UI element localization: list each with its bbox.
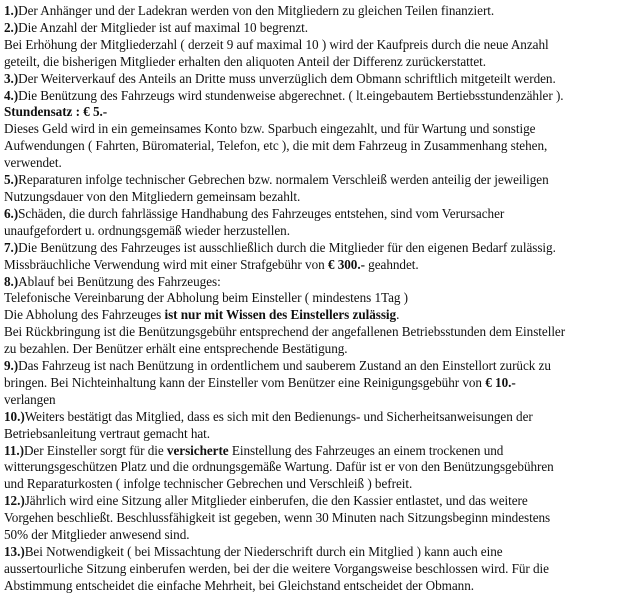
section-9-line-1 <box>4 358 634 375</box>
section-8 <box>4 274 634 359</box>
section-5-line-2: Nutzungsdauer von den Mitgliedern gemeinsam bezahlt. <box>4 188 301 204</box>
section-3-number: 3.) <box>4 70 19 86</box>
section-7-text-1: Die Benützung des Fahrzeuges ist ausschließlich durch die Mitglieder für den eigenen Bedarf zulässig. <box>18 239 556 255</box>
section-10-number: 10.) <box>4 408 25 424</box>
section-3-text-1: Der Weiterverkauf des Anteils an Dritte muss unverzüglich dem Obmann schriftlich mitgeteilt werden. <box>18 70 556 86</box>
section-2-line-2: Bei Erhöhung der Mitgliederzahl ( derzeit 9 auf maximal 10 ) wird der Kaufpreis durch die neue Anzahl <box>4 36 549 52</box>
section-1-number: 1.) <box>4 3 19 18</box>
section-1 <box>4 3 634 20</box>
section-12-line-3: 50% der Mitglieder anwesend sind. <box>4 527 190 543</box>
section-4-text-1: Die Benützung des Fahrzeugs wird stundenweise abgerechnet. ( lt.eingebautem Bertiebsstundenzähler ). <box>18 87 564 103</box>
section-8-line-2: Telefonische Vereinbarung der Abholung beim Einsteller ( mindestens 1Tag ) <box>4 290 409 306</box>
section-12-line-1 <box>4 493 634 510</box>
section-7 <box>4 240 634 274</box>
section-2 <box>4 20 634 71</box>
section-8-line-1 <box>4 274 634 291</box>
section-12-number: 12.) <box>4 493 25 509</box>
section-3-line-1 <box>4 71 634 88</box>
section-9-text-2a: bringen. Bei Nichteinhaltung kann der Einsteller vom Benützer eine Reinigungsgebühr von <box>4 374 486 390</box>
section-1-line-1 <box>4 3 634 20</box>
section-11-line-2: witterungsgeschützen Platz und die ordnungsgemäße Wartung. Dafür ist er von den Benützungsgebühren <box>4 459 554 475</box>
section-13-line-1 <box>4 544 634 561</box>
section-9-number: 9.) <box>4 358 19 374</box>
section-4-line-4: verwendet. <box>4 155 62 171</box>
section-6-line-1 <box>4 206 634 223</box>
section-13-line-2: aussertourliche Sitzung einberufen werden, bei der die weitere Vorgangsweise beschlossen wird. Für die <box>4 560 549 576</box>
section-6-line-2: unaufgefordert u. ordnungsgemäß wieder herzustellen. <box>4 222 290 238</box>
section-13-line-3: Abstimmung entscheidet die einfache Mehrheit, bei Gleichstand entscheidet der Obmann. <box>4 577 474 593</box>
section-6 <box>4 206 634 240</box>
section-8-number: 8.) <box>4 273 19 289</box>
cleaning-fee: € 10.- <box>485 374 516 390</box>
section-11-text-1a: Der Einsteller sorgt für die <box>23 442 167 458</box>
section-4 <box>4 88 634 173</box>
section-7-line-1 <box>4 240 634 257</box>
section-13-number: 13.) <box>4 544 25 559</box>
section-5 <box>4 172 634 206</box>
penalty-fee: € 300.- <box>327 256 365 272</box>
section-9-line-3: verlangen <box>4 391 56 407</box>
section-11-number: 11.) <box>4 442 24 458</box>
section-12-line-2: Vorgehen beschließt. Beschlussfähigkeit ist gegeben, wenn 30 Minuten nach Sitzungsbeginn mindestens <box>4 510 551 526</box>
section-9 <box>4 358 634 409</box>
section-4-line-1 <box>4 88 634 105</box>
section-2-line-1 <box>4 20 634 37</box>
section-10-line-1 <box>4 409 634 426</box>
section-9-line-2 <box>4 375 634 392</box>
section-6-text-1: Schäden, die durch fahrlässige Handhabung des Fahrzeuges entstehen, sind vom Verursacher <box>18 205 505 221</box>
section-2-line-3: geteilt, die bisherigen Mitglieder erhalten den aliquoten Anteil der Differenz zurückerstattet. <box>4 53 487 69</box>
section-5-text-1: Reparaturen infolge technischer Gebrechen bzw. normalem Verschleiß werden anteilig der jeweiligen <box>18 172 549 188</box>
section-10-text-1: Weiters bestätigt das Mitglied, dass es sich mit den Bedienungs- und Sicherheitsanweisungen der <box>24 408 533 424</box>
section-8-line-3 <box>4 307 634 324</box>
section-7-text-2a: Missbräuchliche Verwendung wird mit einer Strafgebühr von <box>4 256 328 272</box>
section-13-text-1: Bei Notwendigkeit ( bei Missachtung der Niederschrift durch ein Mitglied ) kann auch eine <box>24 544 503 559</box>
section-8-text-1: Ablauf bei Benützung des Fahrzeuges: <box>18 273 221 289</box>
section-9-text-1: Das Fahrzeug ist nach Benützung in ordentlichem und sauberem Zustand an den Einstellort zurück zu <box>18 358 551 374</box>
section-4-number: 4.) <box>4 87 19 103</box>
section-8-line-4: Bei Rückbringung ist die Benützungsgebühr entsprechend der angefallenen Betriebsstunden dem Einsteller <box>4 324 566 340</box>
section-6-number: 6.) <box>4 205 19 221</box>
section-1-text: Der Anhänger und der Ladekran werden von den Mitgliedern zu gleichen Teilen finanziert. <box>18 3 495 18</box>
section-5-number: 5.) <box>4 172 19 188</box>
section-8-emphasis: ist nur mit Wissen des Einstellers zulässig <box>164 307 397 323</box>
section-11 <box>4 443 634 494</box>
section-12-text-1: Jährlich wird eine Sitzung aller Mitglieder einberufen, die den Kassier entlastet, und das weitere <box>24 493 528 509</box>
section-10 <box>4 409 634 443</box>
section-8-text-3c: . <box>396 307 400 323</box>
section-4-line-2: Dieses Geld wird in ein gemeinsames Konto bzw. Sparbuch eingezahlt, und für Wartung und sonstige <box>4 121 536 137</box>
section-10-line-2: Betriebsanleitung vertraut gemacht hat. <box>4 425 211 441</box>
section-2-number: 2.) <box>4 19 19 35</box>
section-11-text-1c: Einstellung des Fahrzeuges an einem trockenen und <box>228 442 504 458</box>
hourly-rate: Stundensatz : € 5.- <box>4 104 108 120</box>
section-4-line-3: Aufwendungen ( Fahrten, Büromaterial, Telefon, etc ), die mit dem Fahrzeug in Zusammenhang stehen, <box>4 138 548 154</box>
section-2-text-1: Die Anzahl der Mitglieder ist auf maximal 10 begrenzt. <box>18 19 309 35</box>
section-13 <box>4 544 634 595</box>
section-7-text-2c: geahndet. <box>364 256 419 272</box>
section-7-number: 7.) <box>4 239 19 255</box>
section-11-emphasis: versicherte <box>166 442 229 458</box>
section-8-text-3a: Die Abholung des Fahrzeuges <box>4 307 165 323</box>
section-12 <box>4 493 634 544</box>
section-11-line-3: und Reparaturkosten ( infolge technischer Gebrechen und Verschleiß ) befreit. <box>4 476 413 492</box>
section-11-line-1 <box>4 443 634 460</box>
section-5-line-1 <box>4 172 634 189</box>
section-8-line-5: zu bezahlen. Der Benützer erhält eine entsprechende Bestätigung. <box>4 341 348 357</box>
section-3 <box>4 71 634 88</box>
section-7-line-2 <box>4 257 634 274</box>
